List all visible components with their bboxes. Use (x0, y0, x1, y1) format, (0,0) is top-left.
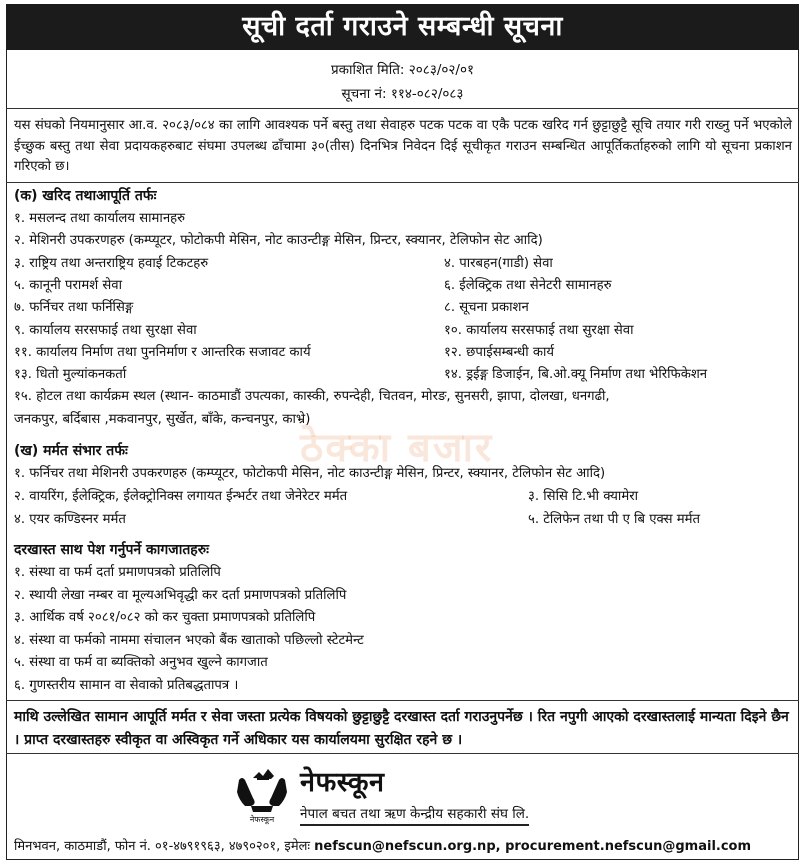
section-ka-item: १५. होटल तथा कार्यक्रम स्थल (स्थान- काठमाडौं उपत्यका, कास्की, रुपन्देही, चितवन, मोरङ, सुनसरी, झापा, दोलखा, धनगढी, (14, 389, 610, 405)
section-kha-item: ४. एयर कण्डिस्नर मर्मत (14, 512, 126, 527)
document-requirement-item: ३. आर्थिक वर्ष २०८१/०८२ को कर चुक्ता प्रमाणपत्रको प्रतिलिपि (14, 610, 316, 626)
section-ka-item: ६. ईलेक्ट्रिक तथा सेनेटरी सामानहरु (444, 277, 612, 293)
intro-paragraph: यस संघको नियमानुसार आ.व. २०८३/०८४ का लागि आवश्यक पर्ने बस्तु तथा सेवाहरु पटक पटक वा एकै पटक खरिद गर्न छुट्टाछुट्टै सूचि तयार गरी राख्नु पर्ने भएकोले ईच्छुक बस्तु तथा सेवा प्रदायकहरुबाट संघमा उपलब्ध ढाँचामा ३०(तीस) दिनभित्र निवेदन दिई सूचीकृत गराउन सम्बन्धित आपूर्तिकर्ताहरुको लागि यो सूचना प्रकाशन गरिएको छ। (14, 118, 792, 174)
document-requirement-item: ५. संस्था वा फर्म वा ब्यक्तिको अनुभव खुल्ने कागजात (14, 655, 268, 671)
section-kha-item: १. फर्निचर तथा मेशिनरी उपकरणहरु (कम्प्यूटर, फोटोकपी मेसिन, नोट काउन्टीङ्ग मेसिन, प्रिन्टर, स्क्यानर, टेलिफोन सेट आदि) (14, 466, 606, 481)
section-ka-item: जनकपुर, बर्दिबास ,मकवानपुर, सुर्खेत, बाँके, कन्चनपुर, काभ्रे) (14, 411, 311, 427)
org-full-name: नेपाल बचत तथा ऋण केन्द्रीय सहकारी संघ लि. (300, 804, 529, 826)
notice-number: सूचना नं: ११४-०८२/०८३ (341, 86, 464, 102)
section-ka-item: १. मसलन्द तथा कार्यालय सामानहरु (14, 211, 186, 226)
section-docs-heading: दरखास्त साथ पेश गर्नुपर्ने कागजातहरुः (14, 542, 209, 558)
document-requirement-item: १. संस्था वा फर्म दर्ता प्रमाणपत्रको प्रतिलिपि (14, 565, 221, 580)
section-ka-item: ७. फर्निचर तथा फर्निसिङ्ग (14, 300, 134, 316)
section-ka-item: १०. कार्यालय सरसफाई तथा सुरक्षा सेवा (444, 322, 634, 338)
section-ka-item: ३. राष्ट्रिय तथा अन्तराष्ट्रिय हवाई टिकटहरु (14, 255, 209, 271)
section-kha-item: २. वायरिंग, ईलेक्ट्रिक, ईलेक्ट्रोनिक्स लगायत ईन्भर्टर तथा जेनेरेटर मर्मत (14, 489, 348, 504)
section-ka-heading: (क) खरिद तथाआपूर्ति तर्फः (14, 188, 157, 204)
org-short-name: नेफस्कून (300, 767, 385, 798)
document-requirement-item: ४. संस्था वा फर्मको नाममा संचालन भएको बैंक खाताको पछिल्लो स्टेटमेन्ट (14, 632, 364, 648)
section-ka-item: ९. कार्यालय सरसफाई तथा सुरक्षा सेवा (14, 322, 197, 338)
logo-caption: नेफस्कून (249, 815, 275, 824)
section-kha-item: ५. टेलिफेन तथा पी ए बि एक्स मर्मत (528, 512, 700, 527)
section-ka-item: ८. सूचना प्रकाशन (444, 300, 529, 316)
section-ka-item: १२. छपाईसम्बन्धी कार्य (444, 344, 555, 360)
closing-statement: माथि उल्लेखित सामान आपूर्ति मर्मत र सेवा जस्ता प्रत्येक विषयको छुट्टाछुट्टै दरखास्त दर्ता गराउनुपर्नेछ । रित नपुगी आएको दरखास्तलाई मान्यता दिइने छैन । प्राप्त दरखास्तहरु स्वीकृत वा अस्विकृत गर्ने अधिकार यस कार्यालयमा सुरक्षित रहने छ । (14, 709, 789, 748)
notice-title: सूची दर्ता गराउने सम्बन्धी सूचना (6, 4, 799, 50)
section-kha-heading: (ख) मर्मत संभार तर्फः (14, 443, 128, 459)
document-requirement-item: ६. गुणस्तरीय सामान वा सेवाको प्रतिबद्धतापत्र । (14, 678, 239, 693)
footer-contact (14, 836, 751, 854)
section-ka-item: ४. पारबहन(गाडी) सेवा (444, 255, 553, 271)
section-ka-item: २. मेशिनरी उपकरणहरु (कम्प्यूटर, फोटोकपी मेसिन, नोट काउन्टीङ्ग मेसिन, प्रिन्टर, स्क्यानर, टेलिफोन सेट आदि) (14, 233, 543, 249)
hands-holding-coins-icon (233, 760, 291, 826)
divider (6, 182, 799, 183)
footer-emails[interactable]: nefscun@nefscun.org.np, procurement.nefscun@gmail.com (314, 839, 752, 854)
footer-address: मिनभवन, काठमाडौं, फोन नं. ०१-४७९१९६३, ४७९०२०१, इमेलः (14, 839, 311, 854)
section-ka-item: ११. कार्यालय निर्माण तथा पुननिर्माण र आन्तरिक सजावट कार्य (14, 344, 311, 360)
document-requirement-item: २. स्थायी लेखा नम्बर वा मूल्यअभिवृद्धी कर दर्ता प्रमाणपत्रको प्रतिलिपि (14, 587, 347, 603)
divider (6, 700, 799, 701)
watermark: ठेक्का बजार (300, 425, 494, 471)
published-date: प्रकाशित मिति: २०८३/०२/०१ (330, 62, 475, 78)
divider (6, 753, 799, 754)
section-ka-item: ५. कानूनी परामर्श सेवा (14, 277, 123, 293)
divider (6, 108, 799, 109)
section-kha-item: ३. सिसि टि.भी क्यामेरा (528, 489, 639, 504)
section-ka-item: १३. धितो मुल्यांकनकर्ता (14, 367, 127, 383)
section-ka-item: १४. ड्रईङ्ग डिजाईन, बि.ओ.क्यू निर्माण तथा भेरिफिकेशन (444, 367, 708, 383)
